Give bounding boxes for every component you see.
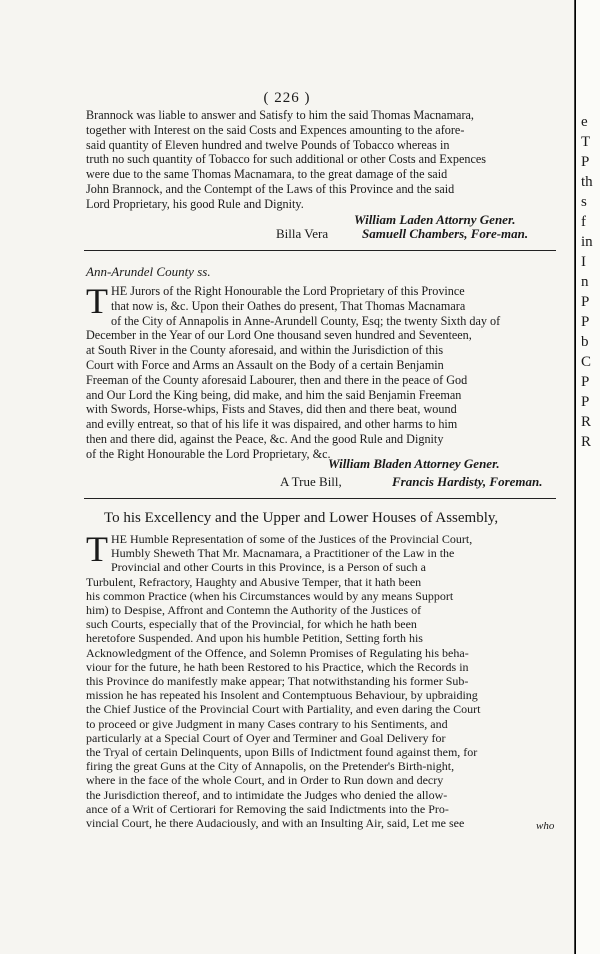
block3-line: his common Practice (when his Circumstances would by any means Support [86, 588, 454, 603]
block2-line: of the Right Honourable the Lord Proprietary, &c. [86, 446, 331, 461]
block2-line: December in the Year of our Lord One thousand seven hundred and Seventeen, [86, 328, 472, 343]
block2-line: of the City of Annapolis in Anne-Arundell County, Esq; the twenty Sixth day of [111, 313, 501, 328]
block2-line: then and there did, against the Peace, &c. And the good Rule and Dignity [86, 431, 444, 446]
block1-line: together with Interest on the said Costs and Expences amounting to the afore- [86, 122, 465, 137]
block3-line: mission he has repeated his Insolent and Contemptuous Behaviour, by upbraiding [86, 688, 478, 703]
block3-line: viour for the future, he hath been Restored to his Practice, which the Records in [86, 659, 469, 674]
county-heading: Ann-Arundel County ss. [86, 264, 211, 279]
block3-line: to proceed or give Judgment in many Cases contrary to his Sentiments, and [86, 716, 448, 731]
block1-line: Brannock was liable to answer and Satisfy to him the said Thomas Macnamara, [86, 108, 474, 122]
block1-line: John Brannock, and the Contempt of the Laws of this Province and the said [86, 181, 455, 196]
block3-line: Humbly Sheweth That Mr. Macnamara, a Practitioner of the Law in the [111, 546, 455, 561]
edge-letter: in [581, 234, 593, 250]
block2-line: at South River in the County aforesaid, and within the Jurisdiction of this [86, 343, 444, 358]
block3-line: this Province do manifestly make appear; That notwithstanding his former Sub- [86, 674, 469, 689]
block1-foreman-signature: Samuell Chambers, Fore-man. [362, 226, 529, 241]
block2-line: Freeman of the County aforesaid Labourer, then and there in the peace of God [86, 372, 468, 387]
block3-line: particularly at a Special Court of Oyer and Terminer and Goal Delivery for [86, 730, 446, 745]
edge-letter: P [581, 394, 590, 410]
block2-text [86, 281, 546, 462]
block3-line: vincial Court, he there Audaciously, and with an Insulting Air, said, Let me see [86, 816, 465, 831]
block2-foreman-signature: Francis Hardisty, Foreman. [392, 474, 543, 489]
section-divider [84, 498, 556, 499]
block3-text [86, 529, 546, 831]
block1-line: truth no such quantity of Tobacco for such additional or other Costs and Expences [86, 152, 487, 167]
block1-line: Lord Proprietary, his good Rule and Dignity. [86, 196, 304, 211]
block3-line: Acknowledgment of the Offence, and Solemn Promises of Regulating his beha- [86, 645, 469, 660]
block3-line: heretofore Suspended. And upon his humble Petition, Setting forth his [86, 631, 423, 646]
block2-line: that now is, &c. Upon their Oathes do present, That Thomas Macnamara [111, 298, 466, 313]
block2-line: with Swords, Horse-whips, Fists and Staves, did then and there beat, wound [86, 402, 457, 417]
drop-cap: T [86, 281, 108, 321]
true-bill-label: A True Bill, [280, 474, 342, 489]
block3-line: the Tryal of certain Delinquents, upon Bills of Indictment found against them, for [86, 745, 478, 760]
edge-letter: P [581, 154, 590, 170]
block3-line: firing the great Guns at the City of Annapolis, on the Pretender's Birth-night, [86, 759, 455, 774]
edge-letter: P [581, 294, 590, 310]
block3-line: him) to Despise, Affront and Contemn the Authority of the Justices of [86, 603, 422, 618]
catchword: who [536, 820, 555, 832]
edge-letter: f [581, 214, 586, 230]
block2-line: HE Jurors of the Right Honourable the Lord Proprietary of this Province [111, 284, 465, 298]
block3-line: Provincial and other Courts in this Province, is a Person of such a [111, 560, 426, 575]
drop-cap: T [86, 529, 108, 569]
edge-letter: e [581, 114, 588, 130]
adjacent-page-edge [576, 0, 600, 954]
block2-attorney-signature: William Bladen Attorney Gener. [328, 456, 500, 471]
block3-line: such Courts, especially that of the Provincial, for which he hath been [86, 617, 417, 632]
edge-letter: R [581, 434, 592, 450]
block1-attorney-signature: William Laden Attorny Gener. [354, 212, 516, 227]
edge-letter: th [581, 174, 593, 190]
block3-line: the Jurisdiction thereof, and to intimidate the Judges who denied the allow- [86, 787, 448, 802]
edge-letter: n [581, 274, 589, 290]
block1-line: said quantity of Eleven hundred and twelve Pounds of Tobacco whereas in [86, 137, 450, 152]
edge-letter: T [581, 134, 591, 150]
edge-letter: C [581, 354, 592, 370]
address-heading: To his Excellency and the Upper and Lower Houses of Assembly, [104, 510, 499, 526]
edge-letter: P [581, 374, 590, 390]
block2-line: Court with Force and Arms an Assault on the Body of a certain Benjamin [86, 357, 444, 372]
edge-letter: I [581, 254, 586, 270]
block3-line: the Chief Justice of the Provincial Court with Partiality, and even daring the Court [86, 702, 481, 717]
page-number: ( 226 ) [263, 90, 311, 106]
edge-letter: b [581, 334, 589, 350]
block3-line: where in the face of the whole Court, and in Order to Run down and decry [86, 773, 444, 788]
billa-vera-label: Billa Vera [276, 226, 329, 241]
block1-line: were due to the same Thomas Macnamara, to the great damage of the said [86, 167, 448, 182]
block3-line: HE Humble Representation of some of the Justices of the Provincial Court, [111, 532, 473, 546]
block3-line: Turbulent, Refractory, Haughty and Abusive Temper, that it hath been [86, 574, 422, 589]
block1-text [86, 108, 546, 212]
section-divider [84, 250, 556, 251]
edge-letter: P [581, 314, 590, 330]
edge-letter: R [581, 414, 592, 430]
block3-line: ance of a Writ of Certiorari for Removing the said Indictments into the Pro- [86, 801, 449, 816]
block2-line: and evilly entreat, so that of his life it was dispaired, and other harms to him [86, 417, 458, 432]
edge-letter: s [581, 194, 587, 210]
block2-line: and Our Lord the King being, did make, and him the said Benjamin Freeman [86, 387, 462, 402]
